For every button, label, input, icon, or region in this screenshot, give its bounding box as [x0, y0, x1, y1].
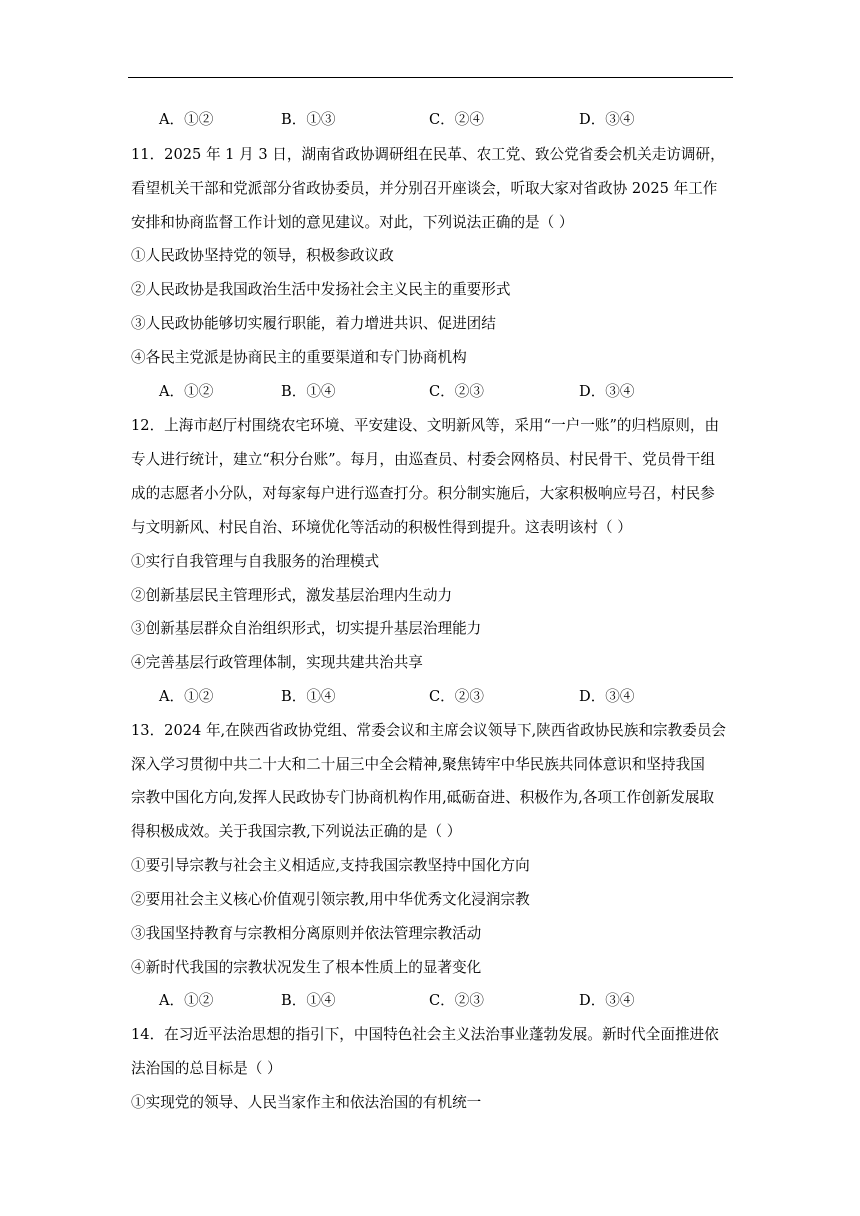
q11-stem-line: 11．2025 年 1 月 3 日，湖南省政协调研组在民革、农工党、致公党省委会机关走访调研， — [131, 146, 725, 163]
q13-stem-line: 深入学习贯彻中共二十大和二十届三中全会精神,聚焦铸牢中华民族共同体意识和坚持我国 — [131, 756, 705, 773]
q12-stem-line: 成的志愿者小分队，对每家每户进行巡查打分。积分制实施后，大家积极响应号召，村民参 — [131, 485, 715, 502]
q13-stem-line: 13．2024 年,在陕西省政协党组、常委会议和主席会议领导下,陕西省政协民族和宗教委员会 — [131, 722, 727, 739]
option-d: D．③④ — [579, 383, 635, 400]
q13-item: ②要用社会主义核心价值观引领宗教,用中华优秀文化浸润宗教 — [131, 891, 530, 908]
option-c: C．②③ — [429, 383, 484, 400]
q11-item: ①人民政协坚持党的领导，积极参政议政 — [131, 247, 394, 264]
q12-item: ③创新基层群众自治组织形式，切实提升基层治理能力 — [131, 620, 482, 637]
q14-stem-line: 14．在习近平法治思想的指引下，中国特色社会主义法治事业蓬勃发展。新时代全面推进依 — [131, 1026, 719, 1043]
option-a: A．①② — [159, 688, 214, 705]
option-d: D．③④ — [579, 992, 635, 1009]
q12-stem-line: 专人进行统计，建立“积分台账”。每月，由巡查员、村委会网格员、村民骨干、党员骨干组 — [131, 451, 716, 468]
q12-stem-line: 12．上海市赵厅村围绕农宅环境、平安建设、文明新风等，采用“一户一账”的归档原则，由 — [131, 417, 720, 434]
option-c: C．②③ — [429, 688, 484, 705]
q13-item: ①要引导宗教与社会主义相适应,支持我国宗教坚持中国化方向 — [131, 857, 530, 874]
option-a: A．①② — [159, 111, 214, 128]
q11-stem-line: 安排和协商监督工作计划的意见建议。对此，下列说法正确的是（ ） — [131, 214, 574, 231]
q13-item: ③我国坚持教育与宗教相分离原则并依法管理宗教活动 — [131, 925, 482, 942]
option-d: D．③④ — [579, 688, 635, 705]
q12-item: ①实行自我管理与自我服务的治理模式 — [131, 553, 380, 570]
q11-stem-line: 看望机关干部和党派部分省政协委员，并分别召开座谈会，听取大家对省政协 2025 年工作 — [131, 180, 718, 197]
q12-item: ②创新基层民主管理形式，激发基层治理内生动力 — [131, 587, 453, 604]
q11-item: ②人民政协是我国政治生活中发扬社会主义民主的重要形式 — [131, 281, 511, 298]
header-rule — [128, 77, 733, 78]
q13-item: ④新时代我国的宗教状况发生了根本性质上的显著变化 — [131, 959, 482, 976]
option-d: D．③④ — [579, 111, 635, 128]
q12-item: ④完善基层行政管理体制，实现共建共治共享 — [131, 654, 423, 671]
option-c: C．②③ — [429, 992, 484, 1009]
q13-stem-line: 得积极成效。关于我国宗教,下列说法正确的是（ ） — [131, 823, 462, 840]
option-a: A．①② — [159, 992, 214, 1009]
q13-stem-line: 宗教中国化方向,发挥人民政协专门协商机构作用,砥砺奋进、积极作为,各项工作创新发展取 — [131, 789, 715, 806]
option-b: B．①④ — [281, 688, 336, 705]
q14-stem-line: 法治国的总目标是（ ） — [131, 1060, 282, 1077]
option-b: B．①④ — [281, 383, 336, 400]
option-b: B．①③ — [281, 111, 336, 128]
q12-stem-line: 与文明新风、村民自治、环境优化等活动的积极性得到提升。这表明该村（ ） — [131, 519, 632, 536]
q14-item: ①实现党的领导、人民当家作主和依法治国的有机统一 — [131, 1094, 482, 1111]
q11-item: ③人民政协能够切实履行职能，着力增进共识、促进团结 — [131, 315, 496, 332]
option-a: A．①② — [159, 383, 214, 400]
option-c: C．②④ — [429, 111, 484, 128]
q11-item: ④各民主党派是协商民主的重要渠道和专门协商机构 — [131, 349, 467, 366]
option-b: B．①④ — [281, 992, 336, 1009]
